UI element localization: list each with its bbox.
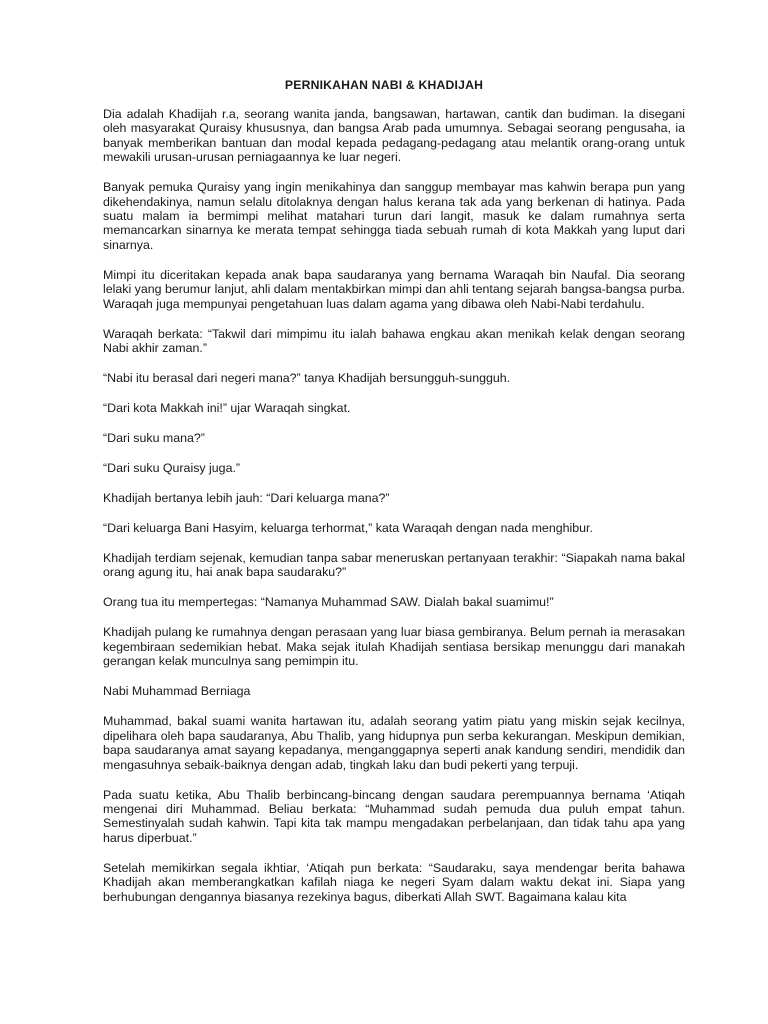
paragraph: Pada suatu ketika, Abu Thalib berbincang-bincang dengan saudara perempuannya bernama ‘Atiqah mengenai diri Muhammad. Beliau berkata: “Muhammad sudah pemuda dua puluh empat tahun. Semestinyalah sudah kahwin. Tapi kita tak mampu mengadakan perbelanjaan, dan tidak tahu apa yang harus diperbuat.”: [103, 787, 685, 845]
section-heading: Nabi Muhammad Berniaga: [103, 684, 251, 699]
paragraph: Banyak pemuka Quraisy yang ingin menikahinya dan sanggup membayar mas kahwin berapa pun yang dikehendakinya, namun selalu ditolaknya dengan halus kerana tak ada yang berkenan di hatinya. Pada suatu malam ia bermimpi melihat matahari turun dari langit, masuk ke dalam rumahnya serta memancarkan sinarnya ke merata tempat sehingga tiada sebuah rumah di kota Makkah yang luput dari sinarnya.: [103, 180, 685, 252]
paragraph: Khadijah terdiam sejenak, kemudian tanpa sabar meneruskan pertanyaan terakhir: “Siapakah nama bakal orang agung itu, hai anak bapa saudaraku?”: [103, 551, 685, 580]
paragraph: Dia adalah Khadijah r.a, seorang wanita janda, bangsawan, hartawan, cantik dan budiman. Ia disegani oleh masyarakat Quraisy khususnya, dan bangsa Arab pada umumnya. Sebagai seorang pengusaha, ia banyak memberikan bantuan dan modal kepada pedagang-pedagang atau melantik orang-orang untuk mewakili urusan-urusan perniagaannya ke luar negeri.: [103, 107, 685, 165]
paragraph: “Dari keluarga Bani Hasyim, keluarga terhormat,” kata Waraqah dengan nada menghibur.: [103, 521, 593, 536]
paragraph: Muhammad, bakal suami wanita hartawan itu, adalah seorang yatim piatu yang miskin sejak kecilnya, dipelihara oleh bapa saudaranya, Abu Thalib, yang hidupnya pun serba kekurangan. Meskipun demikian, bapa saudaranya amat sayang kepadanya, menganggapnya seperti anak kandung sendiri, mendidik dan mengasuhnya sebaik-baiknya dengan adab, tingkah laku dan budi pekerti yang terpuji.: [103, 714, 685, 772]
paragraph: Mimpi itu diceritakan kepada anak bapa saudaranya yang bernama Waraqah bin Naufal. Dia seorang lelaki yang berumur lanjut, ahli dalam mentakbirkan mimpi dan ahli tentang sejarah bangsa-bangsa purba. Waraqah juga mempunyai pengetahuan luas dalam agama yang dibawa oleh Nabi-Nabi terdahulu.: [103, 267, 686, 311]
paragraph: Setelah memikirkan segala ikhtiar, ‘Atiqah pun berkata: “Saudaraku, saya mendengar berita bahawa Khadijah akan memberangkatkan kafilah niaga ke negeri Syam dalam waktu dekat ini. Siapa yang berhubungan dengannya biasanya rezekinya bagus, diberkati Allah SWT. Bagaimana kalau kita: [103, 860, 685, 904]
paragraph: Khadijah pulang ke rumahnya dengan perasaan yang luar biasa gembiranya. Belum pernah ia merasakan kegembiraan sedemikian hebat. Maka sejak itulah Khadijah sentiasa bersikap menunggu dari manakah gerangan kelak munculnya sang pemimpin itu.: [103, 625, 685, 669]
paragraph: Waraqah berkata: “Takwil dari mimpimu itu ialah bahawa engkau akan menikah kelak dengan seorang Nabi akhir zaman.”: [103, 326, 685, 356]
paragraph: “Dari kota Makkah ini!” ujar Waraqah singkat.: [103, 401, 351, 416]
document-body: [103, 107, 685, 904]
paragraph: Khadijah bertanya lebih jauh: “Dari keluarga mana?”: [103, 491, 390, 506]
paragraph: “Nabi itu berasal dari negeri mana?” tanya Khadijah bersungguh-sungguh.: [103, 371, 511, 386]
paragraph: Orang tua itu mempertegas: “Namanya Muhammad SAW. Dialah bakal suamimu!”: [103, 595, 554, 610]
paragraph: “Dari suku mana?”: [103, 431, 205, 446]
paragraph: “Dari suku Quraisy juga.”: [103, 461, 241, 476]
document-title: PERNIKAHAN NABI & KHADIJAH: [284, 78, 484, 92]
